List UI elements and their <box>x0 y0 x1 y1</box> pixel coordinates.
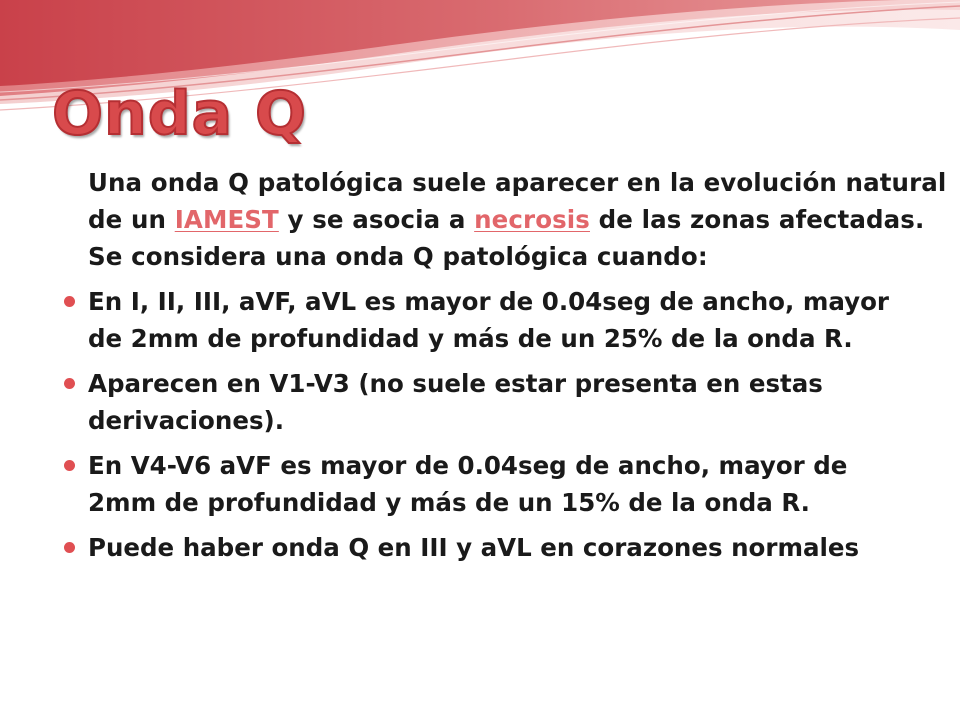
link-iamest[interactable]: IAMEST <box>174 205 279 234</box>
intro-line-3: Se considera una onda Q patológica cuando: <box>88 242 708 271</box>
intro-paragraph <box>88 164 947 275</box>
list-item <box>88 365 918 439</box>
list-item-line: En V4-V6 aVF es mayor de 0.04seg de ancho, mayor de <box>88 451 848 480</box>
criteria-list <box>88 283 918 566</box>
list-item <box>88 283 918 357</box>
list-item-text <box>88 283 918 357</box>
slide-title: Onda Q <box>52 79 308 149</box>
link-necrosis[interactable]: necrosis <box>474 205 590 234</box>
intro-line-1: Una onda Q patológica suele aparecer en la evolución natural <box>88 168 947 197</box>
list-item-line: Puede haber onda Q en III y aVL en corazones normales <box>88 533 860 562</box>
list-item <box>88 529 918 566</box>
intro-line-2 <box>88 201 925 238</box>
bullet-dot-icon <box>64 542 75 553</box>
bullet-dot-icon <box>64 460 75 471</box>
list-item-text <box>88 447 918 521</box>
bullet-dot-icon <box>64 378 75 389</box>
slide-body <box>88 164 947 574</box>
list-item-text <box>88 529 918 566</box>
intro-text-b: y se asocia a <box>278 205 475 234</box>
list-item-text <box>88 365 918 439</box>
list-item-line: derivaciones). <box>88 406 285 435</box>
list-item-line: de 2mm de profundidad y más de un 25% de la onda R. <box>88 324 853 353</box>
list-item-line: 2mm de profundidad y más de un 15% de la onda R. <box>88 488 810 517</box>
list-item-line: Aparecen en V1-V3 (no suele estar presenta en estas <box>88 369 823 398</box>
bullet-dot-icon <box>64 296 75 307</box>
list-item <box>88 447 918 521</box>
list-item-line: En I, II, III, aVF, aVL es mayor de 0.04seg de ancho, mayor <box>88 287 890 316</box>
intro-text-c: de las zonas afectadas. <box>589 205 925 234</box>
intro-text-a: de un <box>88 205 175 234</box>
